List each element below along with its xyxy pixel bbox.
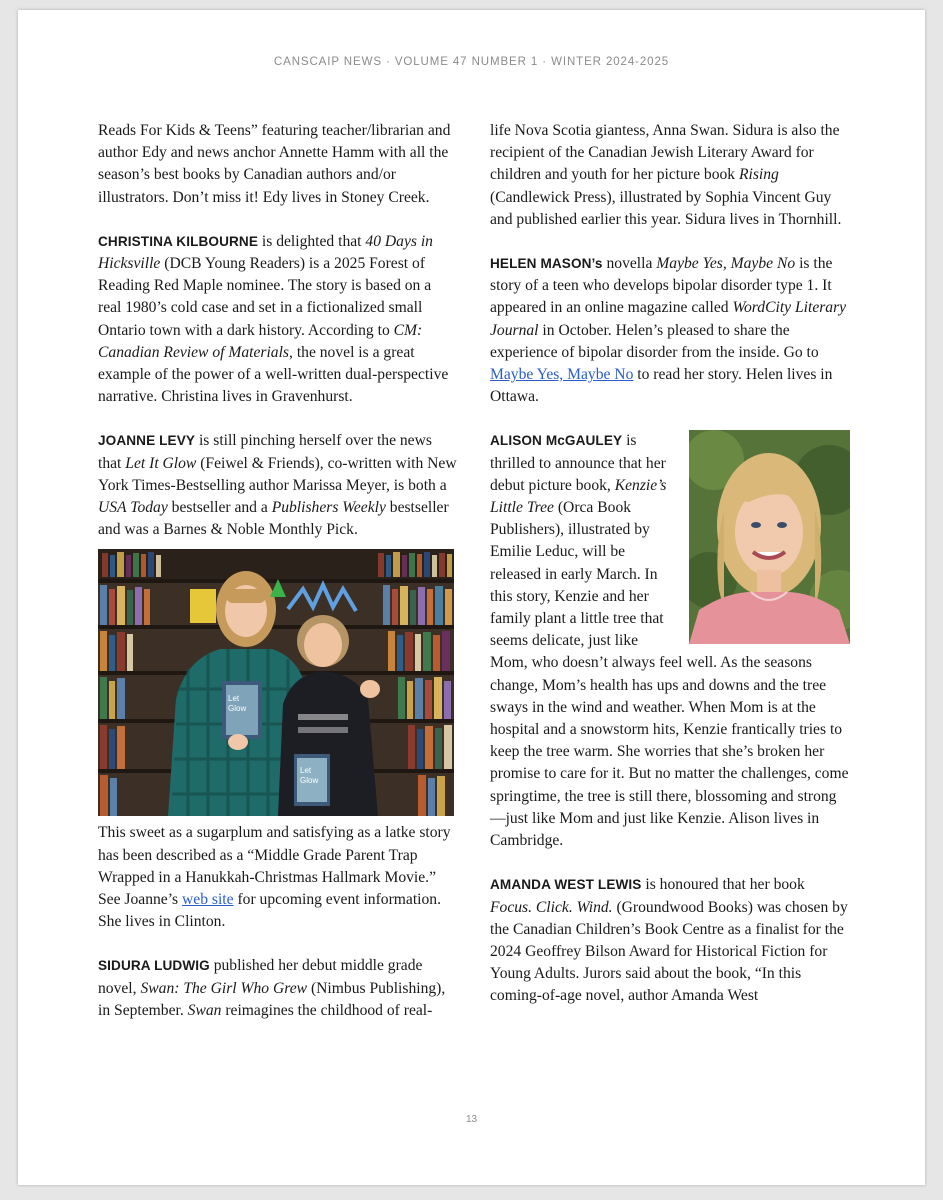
book-title: Maybe Yes, Maybe No xyxy=(656,255,796,273)
left-column xyxy=(98,120,458,1044)
svg-text:Let: Let xyxy=(228,694,240,704)
author-name: CHRISTINA KILBOURNE xyxy=(98,233,258,249)
levy-paragraph: JOANNE LEVY is still pinching herself over the news that Let It Glow (Feiwel & Friends), co-written with New York Times-Bestselling author Marissa Meyer, is both a USA Today bestseller and a Publishers Weekly bestseller and was a Barnes & Noble Monthly Pick. xyxy=(98,432,457,539)
book-title: Swan xyxy=(187,1001,222,1019)
right-column xyxy=(490,120,850,1030)
page-number: 13 xyxy=(465,1114,478,1125)
running-head: CANSCAIP NEWS · VOLUME 47 NUMBER 1 · WINTER 2024-2025 xyxy=(273,56,670,68)
book-title: Let It Glow xyxy=(125,454,197,472)
mason-paragraph: HELEN MASON’s novella Maybe Yes, Maybe No is the story of a teen who develops bipolar disorder type 1. It appeared in an online magazine called WordCity Literary Journal in October. Helen’s pleased to share the experience of bipolar disorder from the inside. Go to Maybe Yes, Maybe No to read her story. Helen lives in Ottawa. xyxy=(490,255,847,406)
levy-continued-paragraph: This sweet as a sugarplum and satisfying as a latke story has been described as a “Middle Grade Parent Trap Wrapped in a Hanukkah-Christmas Hallmark Movie.” See Joanne’s web site for upcoming event information. She lives in Clinton. xyxy=(98,824,451,931)
newsletter-page xyxy=(18,10,925,1185)
book-title: Kenzie’s Little Tree xyxy=(490,476,667,517)
book-title: Focus. Click. Wind. xyxy=(490,898,613,916)
ludwig-continued-paragraph: life Nova Scotia giantess, Anna Swan. Sidura is also the recipient of the Canadian Jewish Literary Award for children and youth for her picture book Rising (Candlewick Press), illustrated by Sophia Vincent Guy and published earlier this year. Sidura lives in Thornhill. xyxy=(490,122,842,228)
lewis-paragraph: AMANDA WEST LEWIS is honoured that her book Focus. Click. Wind. (Groundwood Books) was chosen by the Canadian Children’s Book Centre as a finalist for the 2024 Geoffrey Bilson Award for Historical Fiction for Young Adults. Jurors said about the book, “In this coming-of-age novel, author Amanda West xyxy=(490,876,848,1005)
book-title: 40 Days in Hicksville xyxy=(98,232,433,273)
intro-paragraph: Reads For Kids & Teens” featuring teacher/librarian and author Edy and news anchor Annette Hamm with all the season’s best books by Canadian authors and/or illustrators. Don’t miss it! Edy lives in Stoney Creek. xyxy=(98,122,451,206)
svg-text:Glow: Glow xyxy=(228,704,247,714)
svg-text:Let: Let xyxy=(300,766,312,776)
publication-title: WordCity Literary Journal xyxy=(490,299,847,339)
mcgauley-paragraph: ALISON McGAULEY is thrilled to announce that her debut picture book, Kenzie’s Little Tree (Orca Book Publishers), illustrated by Emilie Leduc, will be released in early March. In this story, Kenzie and her family plant a little tree that seems delicate, just like Mom, who doesn’t always feel well. As the seasons change, Mom’s health has ups and downs and the tree sways in the wind and weather. When Mom is at the hospital and a snowstorm hits, Kenzie frantically tries to keep the tree warm. She worries that she’s broken her promise to care for it. But no matter the challenges, come springtime, the tree is still there, blossoming and strong—just like Mom and just like Kenzie. Alison lives in Cambridge. xyxy=(490,432,849,850)
maybe-yes-maybe-no-link[interactable]: Maybe Yes, Maybe No xyxy=(490,366,634,384)
publication-title: USA Today xyxy=(98,499,168,517)
author-name: SIDURA LUDWIG xyxy=(98,958,210,974)
ludwig-paragraph: SIDURA LUDWIG published her debut middle grade novel, Swan: The Girl Who Grew (Nimbus Publishing), in September. Swan reimagines the childhood of real- xyxy=(98,957,446,1019)
mcgauley-portrait-photo xyxy=(689,430,850,644)
book-title: Rising xyxy=(739,166,779,184)
joanne-web-site-link[interactable]: web site xyxy=(182,891,234,909)
author-name: HELEN MASON’s xyxy=(490,256,603,272)
publication-title: Publishers Weekly xyxy=(271,499,386,517)
author-name: AMANDA WEST LEWIS xyxy=(490,877,642,893)
author-name: ALISON McGAULEY xyxy=(490,433,623,449)
publication-title: CM: Canadian Review of Materials xyxy=(98,321,423,361)
bookstore-photo xyxy=(98,549,454,816)
book-title: Swan: The Girl Who Grew xyxy=(140,979,308,997)
svg-text:Glow: Glow xyxy=(300,776,319,786)
bookstore-photo-drawing xyxy=(98,549,454,816)
portrait-drawing xyxy=(689,430,850,644)
kilbourne-paragraph: CHRISTINA KILBOURNE is delighted that 40 Days in Hicksville (DCB Young Readers) is a 2025 Forest of Reading Red Maple nominee. The story is based on a real 1980’s cold case and set in a fictionalized small Ontario town with a dark history. According to CM: Canadian Review of Materials, the novel is a great example of the power of a well-written dual-perspective narrative. Christina lives in Gravenhurst. xyxy=(98,232,449,406)
author-name: JOANNE LEVY xyxy=(98,433,196,449)
